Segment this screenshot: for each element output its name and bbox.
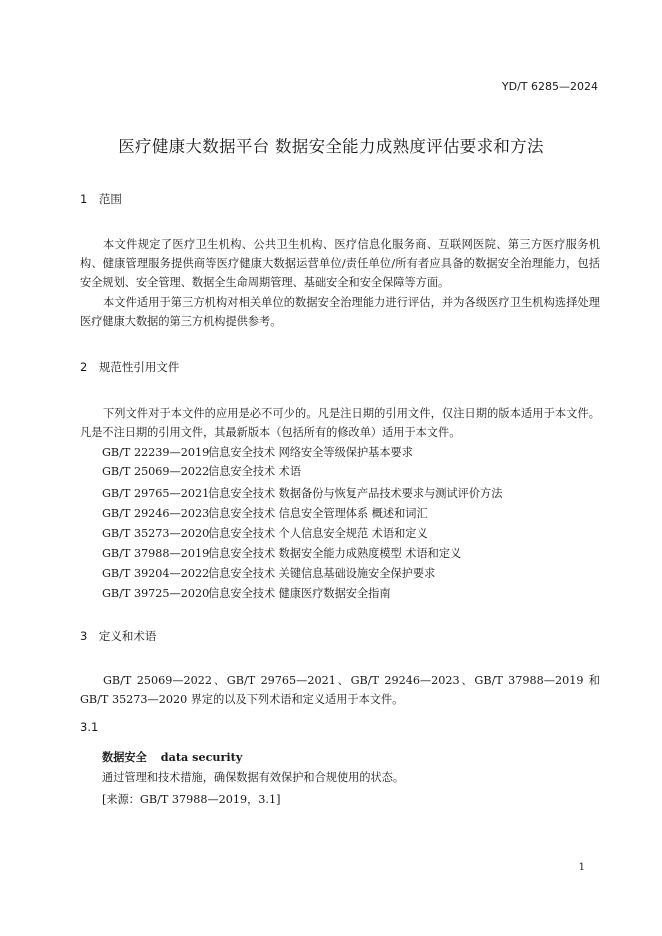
reference-title: 信息安全技术 术语 (208, 465, 302, 478)
reference-code: GB/T 35273—2020 (102, 527, 210, 540)
reference-item (102, 545, 461, 561)
term-entry (102, 748, 242, 767)
reference-title: 信息安全技术 信息安全管理体系 概述和词汇 (208, 507, 428, 520)
reference-code: GB/T 37988—2019 (102, 547, 210, 560)
reference-title: 信息安全技术 关键信息基础设施安全保护要求 (208, 567, 436, 580)
reference-code: GB/T 29765—2021 (102, 487, 210, 500)
normative-refs-intro: 下列文件对于本文件的应用是必不可少的。凡是注日期的引用文件，仅注日期的版本适用于本文件。凡是不注日期的引用文件，其最新版本（包括所有的修改单）适用于本文件。 (80, 407, 600, 439)
reference-code: GB/T 39204—2022 (102, 567, 210, 580)
reference-code: GB/T 25069—2022 (102, 465, 210, 478)
reference-title: 信息安全技术 个人信息安全规范 术语和定义 (208, 527, 428, 540)
reference-title: 信息安全技术 网络安全等级保护基本要求 (208, 446, 413, 459)
reference-item (102, 565, 435, 581)
document-title: 医疗健康大数据平台 数据安全能力成熟度评估要求和方法 (118, 137, 544, 156)
reference-item (102, 585, 391, 601)
subsection-number: 3.1 (80, 720, 99, 734)
reference-item (102, 485, 502, 501)
section-3-heading: 3 定义和术语 (80, 629, 157, 643)
term-source: [来源：GB/T 37988—2019，3.1] (102, 793, 281, 806)
reference-item (102, 463, 301, 479)
reference-title: 信息安全技术 数据备份与恢复产品技术要求与测试评价方法 (208, 487, 503, 500)
reference-code: GB/T 39725—2020 (102, 587, 210, 600)
term-definition: 通过管理和技术措施，确保数据有效保护和合规使用的状态。 (102, 771, 405, 784)
section-1-heading: 1 范围 (80, 192, 122, 206)
scope-paragraph-1: 本文件规定了医疗卫生机构、公共卫生机构、医疗信息化服务商、互联网医院、第三方医疗服务机构、健康管理服务提供商等医疗健康大数据运营单位/责任单位/所有者应具备的数据安全治理能力，包括安全规划、安全管理、数据全生命周期管理、基础安全和安全保障等方面。 (80, 238, 600, 289)
reference-item (102, 505, 428, 521)
reference-code: GB/T 22239—2019 (102, 446, 210, 459)
term-english: data security (160, 750, 243, 764)
reference-code: GB/T 29246—2023 (102, 507, 210, 520)
reference-title: 信息安全技术 健康医疗数据安全指南 (208, 587, 391, 600)
scope-paragraph-2: 本文件适用于第三方机构对相关单位的数据安全治理能力进行评估，并为各级医疗卫生机构选择处理医疗健康大数据的第三方机构提供参考。 (80, 296, 600, 328)
section-2-heading: 2 规范性引用文件 (80, 360, 180, 374)
reference-item (102, 444, 413, 460)
reference-item (102, 525, 428, 541)
reference-title: 信息安全技术 数据安全能力成熟度模型 术语和定义 (208, 547, 462, 560)
page-number: 1 (578, 862, 585, 873)
terms-intro: GB/T 25069—2022、GB/T 29765—2021、GB/T 29246—2023、GB/T 37988—2019 和 GB/T 35273—2020 界定的以及下列术语和定义适用于本文件。 (80, 674, 600, 706)
term-chinese: 数据安全 (102, 751, 147, 764)
standard-code: YD/T 6285—2024 (501, 80, 598, 93)
